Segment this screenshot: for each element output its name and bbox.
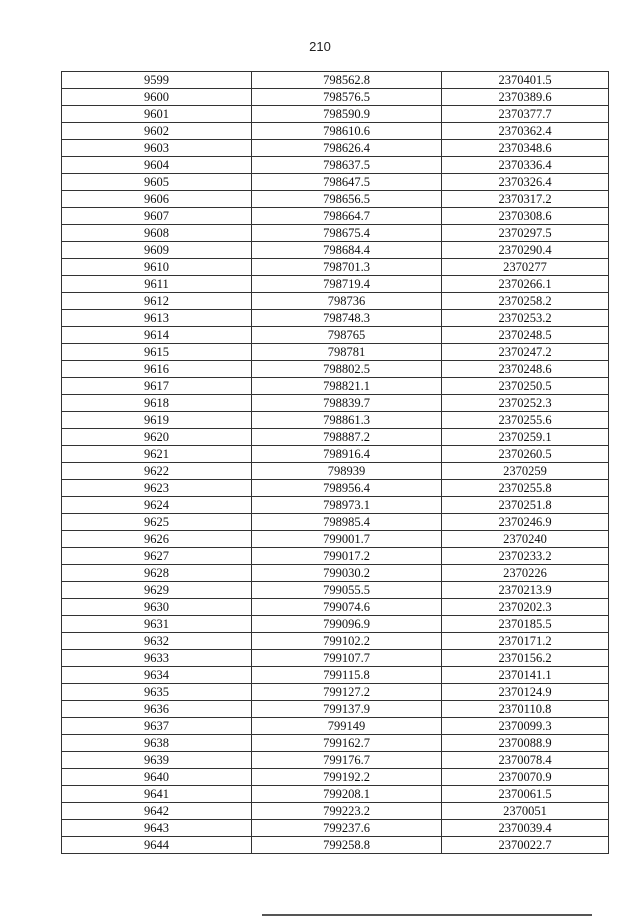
- table-row: [62, 752, 609, 769]
- y-coordinate-cell: 2370185.5: [442, 616, 609, 633]
- point-id-cell: 9630: [62, 599, 252, 616]
- x-coordinate-cell: 799223.2: [252, 803, 442, 820]
- table-row: [62, 718, 609, 735]
- table-row: [62, 191, 609, 208]
- table-row: [62, 174, 609, 191]
- table-row: [62, 480, 609, 497]
- table-row: [62, 837, 609, 854]
- x-coordinate-cell: 798626.4: [252, 140, 442, 157]
- x-coordinate-cell: 799162.7: [252, 735, 442, 752]
- y-coordinate-cell: 2370336.4: [442, 157, 609, 174]
- y-coordinate-cell: 2370348.6: [442, 140, 609, 157]
- y-coordinate-cell: 2370051: [442, 803, 609, 820]
- x-coordinate-cell: 798590.9: [252, 106, 442, 123]
- y-coordinate-cell: 2370255.6: [442, 412, 609, 429]
- point-id-cell: 9636: [62, 701, 252, 718]
- table-row: [62, 412, 609, 429]
- y-coordinate-cell: 2370255.8: [442, 480, 609, 497]
- point-id-cell: 9616: [62, 361, 252, 378]
- x-coordinate-cell: 799030.2: [252, 565, 442, 582]
- y-coordinate-cell: 2370247.2: [442, 344, 609, 361]
- y-coordinate-cell: 2370226: [442, 565, 609, 582]
- table-row: [62, 157, 609, 174]
- y-coordinate-cell: 2370039.4: [442, 820, 609, 837]
- point-id-cell: 9609: [62, 242, 252, 259]
- point-id-cell: 9602: [62, 123, 252, 140]
- point-id-cell: 9619: [62, 412, 252, 429]
- point-id-cell: 9606: [62, 191, 252, 208]
- table-row: [62, 701, 609, 718]
- scan-edge-line: [262, 914, 592, 916]
- table-row: [62, 310, 609, 327]
- x-coordinate-cell: 799096.9: [252, 616, 442, 633]
- point-id-cell: 9642: [62, 803, 252, 820]
- x-coordinate-cell: 798861.3: [252, 412, 442, 429]
- table-row: [62, 769, 609, 786]
- y-coordinate-cell: 2370202.3: [442, 599, 609, 616]
- point-id-cell: 9637: [62, 718, 252, 735]
- table-row: [62, 820, 609, 837]
- y-coordinate-cell: 2370078.4: [442, 752, 609, 769]
- point-id-cell: 9638: [62, 735, 252, 752]
- point-id-cell: 9639: [62, 752, 252, 769]
- point-id-cell: 9620: [62, 429, 252, 446]
- y-coordinate-cell: 2370213.9: [442, 582, 609, 599]
- y-coordinate-cell: 2370317.2: [442, 191, 609, 208]
- point-id-cell: 9618: [62, 395, 252, 412]
- table-row: [62, 344, 609, 361]
- y-coordinate-cell: 2370290.4: [442, 242, 609, 259]
- point-id-cell: 9604: [62, 157, 252, 174]
- x-coordinate-cell: 799115.8: [252, 667, 442, 684]
- y-coordinate-cell: 2370362.4: [442, 123, 609, 140]
- x-coordinate-cell: 798956.4: [252, 480, 442, 497]
- y-coordinate-cell: 2370248.5: [442, 327, 609, 344]
- point-id-cell: 9613: [62, 310, 252, 327]
- table-row: [62, 514, 609, 531]
- x-coordinate-cell: 799149: [252, 718, 442, 735]
- table-row: [62, 565, 609, 582]
- point-id-cell: 9621: [62, 446, 252, 463]
- page-number: 210: [309, 39, 331, 54]
- x-coordinate-cell: 798701.3: [252, 259, 442, 276]
- table-row: [62, 463, 609, 480]
- x-coordinate-cell: 798839.7: [252, 395, 442, 412]
- point-id-cell: 9617: [62, 378, 252, 395]
- table-row: [62, 650, 609, 667]
- table-row: [62, 786, 609, 803]
- table-row: [62, 293, 609, 310]
- x-coordinate-cell: 799074.6: [252, 599, 442, 616]
- table-row: [62, 208, 609, 225]
- x-coordinate-cell: 798610.6: [252, 123, 442, 140]
- point-id-cell: 9625: [62, 514, 252, 531]
- table-row: [62, 123, 609, 140]
- point-id-cell: 9603: [62, 140, 252, 157]
- y-coordinate-cell: 2370156.2: [442, 650, 609, 667]
- x-coordinate-cell: 799017.2: [252, 548, 442, 565]
- table-row: [62, 361, 609, 378]
- table-row: [62, 616, 609, 633]
- table-row: [62, 497, 609, 514]
- y-coordinate-cell: 2370389.6: [442, 89, 609, 106]
- y-coordinate-cell: 2370260.5: [442, 446, 609, 463]
- point-id-cell: 9614: [62, 327, 252, 344]
- y-coordinate-cell: 2370246.9: [442, 514, 609, 531]
- y-coordinate-cell: 2370141.1: [442, 667, 609, 684]
- point-id-cell: 9640: [62, 769, 252, 786]
- y-coordinate-cell: 2370099.3: [442, 718, 609, 735]
- x-coordinate-cell: 799237.6: [252, 820, 442, 837]
- point-id-cell: 9599: [62, 72, 252, 89]
- table-row: [62, 276, 609, 293]
- point-id-cell: 9627: [62, 548, 252, 565]
- y-coordinate-cell: 2370277: [442, 259, 609, 276]
- point-id-cell: 9633: [62, 650, 252, 667]
- x-coordinate-cell: 798656.5: [252, 191, 442, 208]
- x-coordinate-cell: 798887.2: [252, 429, 442, 446]
- table-row: [62, 72, 609, 89]
- coordinates-table-body: [62, 72, 609, 854]
- x-coordinate-cell: 798939: [252, 463, 442, 480]
- table-row: [62, 599, 609, 616]
- point-id-cell: 9624: [62, 497, 252, 514]
- y-coordinate-cell: 2370088.9: [442, 735, 609, 752]
- x-coordinate-cell: 798647.5: [252, 174, 442, 191]
- y-coordinate-cell: 2370240: [442, 531, 609, 548]
- y-coordinate-cell: 2370258.2: [442, 293, 609, 310]
- table-row: [62, 242, 609, 259]
- point-id-cell: 9622: [62, 463, 252, 480]
- x-coordinate-cell: 798675.4: [252, 225, 442, 242]
- x-coordinate-cell: 798576.5: [252, 89, 442, 106]
- table-row: [62, 225, 609, 242]
- x-coordinate-cell: 799192.2: [252, 769, 442, 786]
- y-coordinate-cell: 2370253.2: [442, 310, 609, 327]
- table-row: [62, 667, 609, 684]
- table-row: [62, 531, 609, 548]
- table-row: [62, 378, 609, 395]
- x-coordinate-cell: 798765: [252, 327, 442, 344]
- point-id-cell: 9607: [62, 208, 252, 225]
- point-id-cell: 9611: [62, 276, 252, 293]
- x-coordinate-cell: 798916.4: [252, 446, 442, 463]
- table-row: [62, 429, 609, 446]
- point-id-cell: 9626: [62, 531, 252, 548]
- x-coordinate-cell: 798781: [252, 344, 442, 361]
- y-coordinate-cell: 2370022.7: [442, 837, 609, 854]
- x-coordinate-cell: 798802.5: [252, 361, 442, 378]
- y-coordinate-cell: 2370377.7: [442, 106, 609, 123]
- point-id-cell: 9601: [62, 106, 252, 123]
- y-coordinate-cell: 2370110.8: [442, 701, 609, 718]
- point-id-cell: 9635: [62, 684, 252, 701]
- x-coordinate-cell: 799176.7: [252, 752, 442, 769]
- point-id-cell: 9605: [62, 174, 252, 191]
- y-coordinate-cell: 2370266.1: [442, 276, 609, 293]
- x-coordinate-cell: 799102.2: [252, 633, 442, 650]
- y-coordinate-cell: 2370233.2: [442, 548, 609, 565]
- point-id-cell: 9608: [62, 225, 252, 242]
- x-coordinate-cell: 799107.7: [252, 650, 442, 667]
- y-coordinate-cell: 2370401.5: [442, 72, 609, 89]
- point-id-cell: 9634: [62, 667, 252, 684]
- table-row: [62, 582, 609, 599]
- y-coordinate-cell: 2370070.9: [442, 769, 609, 786]
- table-row: [62, 633, 609, 650]
- x-coordinate-cell: 798664.7: [252, 208, 442, 225]
- x-coordinate-cell: 798736: [252, 293, 442, 310]
- table-row: [62, 259, 609, 276]
- y-coordinate-cell: 2370250.5: [442, 378, 609, 395]
- point-id-cell: 9641: [62, 786, 252, 803]
- y-coordinate-cell: 2370171.2: [442, 633, 609, 650]
- table-row: [62, 548, 609, 565]
- table-row: [62, 446, 609, 463]
- y-coordinate-cell: 2370326.4: [442, 174, 609, 191]
- x-coordinate-cell: 799055.5: [252, 582, 442, 599]
- y-coordinate-cell: 2370252.3: [442, 395, 609, 412]
- y-coordinate-cell: 2370248.6: [442, 361, 609, 378]
- point-id-cell: 9615: [62, 344, 252, 361]
- y-coordinate-cell: 2370259: [442, 463, 609, 480]
- y-coordinate-cell: 2370259.1: [442, 429, 609, 446]
- x-coordinate-cell: 799258.8: [252, 837, 442, 854]
- point-id-cell: 9644: [62, 837, 252, 854]
- y-coordinate-cell: 2370251.8: [442, 497, 609, 514]
- point-id-cell: 9600: [62, 89, 252, 106]
- x-coordinate-cell: 798821.1: [252, 378, 442, 395]
- y-coordinate-cell: 2370061.5: [442, 786, 609, 803]
- point-id-cell: 9623: [62, 480, 252, 497]
- x-coordinate-cell: 798748.3: [252, 310, 442, 327]
- table-row: [62, 327, 609, 344]
- x-coordinate-cell: 798719.4: [252, 276, 442, 293]
- y-coordinate-cell: 2370308.6: [442, 208, 609, 225]
- point-id-cell: 9631: [62, 616, 252, 633]
- point-id-cell: 9610: [62, 259, 252, 276]
- y-coordinate-cell: 2370297.5: [442, 225, 609, 242]
- table-row: [62, 803, 609, 820]
- x-coordinate-cell: 799001.7: [252, 531, 442, 548]
- y-coordinate-cell: 2370124.9: [442, 684, 609, 701]
- table-row: [62, 89, 609, 106]
- x-coordinate-cell: 799208.1: [252, 786, 442, 803]
- point-id-cell: 9643: [62, 820, 252, 837]
- x-coordinate-cell: 798684.4: [252, 242, 442, 259]
- x-coordinate-cell: 798637.5: [252, 157, 442, 174]
- table-row: [62, 684, 609, 701]
- table-row: [62, 106, 609, 123]
- x-coordinate-cell: 798985.4: [252, 514, 442, 531]
- point-id-cell: 9612: [62, 293, 252, 310]
- table-row: [62, 395, 609, 412]
- x-coordinate-cell: 798973.1: [252, 497, 442, 514]
- table-row: [62, 140, 609, 157]
- point-id-cell: 9628: [62, 565, 252, 582]
- point-id-cell: 9629: [62, 582, 252, 599]
- coordinates-table: [61, 71, 609, 854]
- x-coordinate-cell: 799127.2: [252, 684, 442, 701]
- x-coordinate-cell: 799137.9: [252, 701, 442, 718]
- point-id-cell: 9632: [62, 633, 252, 650]
- x-coordinate-cell: 798562.8: [252, 72, 442, 89]
- table-row: [62, 735, 609, 752]
